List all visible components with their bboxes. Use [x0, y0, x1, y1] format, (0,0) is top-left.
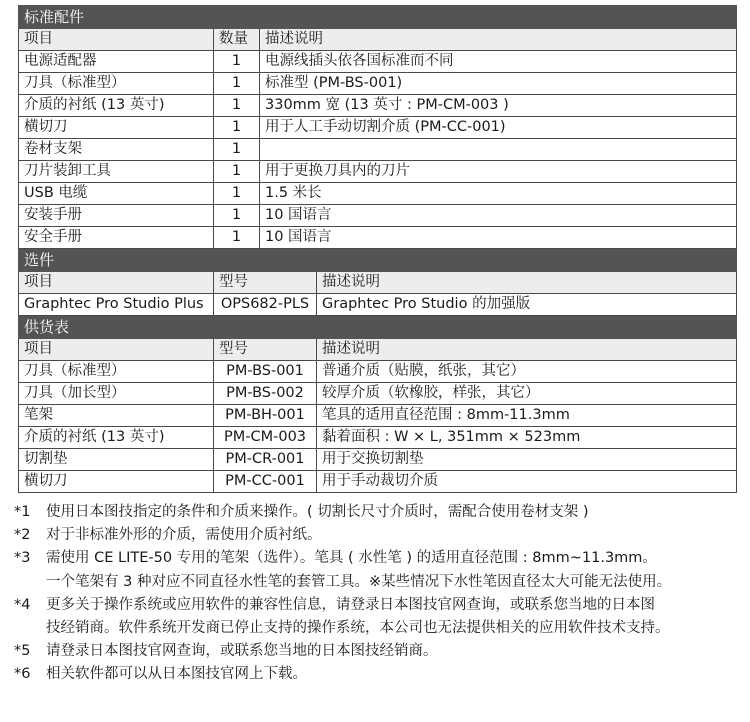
table-cell: 横切刀	[19, 471, 214, 493]
column-header: 型号	[214, 272, 317, 294]
table-cell: 10 国语言	[260, 227, 737, 249]
table-row	[19, 51, 737, 73]
header-row-options	[19, 272, 737, 294]
table-cell: 10 国语言	[260, 205, 737, 227]
table-cell: PM-BH-001	[214, 405, 317, 427]
section-title-supplies	[19, 316, 737, 339]
column-header: 项目	[19, 29, 214, 51]
table-row	[19, 73, 737, 95]
document	[14, 5, 736, 687]
footnote-line	[14, 524, 736, 547]
footnote-text: 需使用 CE LITE-50 专用的笔架（选件）。笔具 ( 水性笔 ) 的适用直径范围 : 8mm~11.3mm。	[46, 550, 657, 567]
footnote-mark: *1	[14, 504, 31, 520]
footnote-mark: *2	[14, 527, 31, 544]
footnote-mark: *3	[14, 550, 31, 567]
column-header: 项目	[19, 272, 214, 294]
section-title-standard	[19, 6, 737, 29]
footnote-text: 请登录日本图技官网查询，或联系您当地的日本图技经销商。	[46, 643, 438, 660]
table-cell: 1	[214, 227, 260, 249]
table-cell: 普通介质（贴膜，纸张，其它）	[317, 361, 737, 383]
table-row	[19, 449, 737, 471]
table-row	[19, 183, 737, 205]
table-cell: 刀具（加长型）	[19, 383, 214, 405]
table-cell: PM-CC-001	[214, 471, 317, 493]
footnote-mark: *4	[14, 596, 31, 613]
footnote-mark: *6	[14, 666, 31, 683]
table-cell: 电源适配器	[19, 51, 214, 73]
footnote-text: 相关软件都可以从日本图技官网上下载。	[46, 666, 307, 683]
table-cell: 笔架	[19, 405, 214, 427]
footnote-line	[14, 547, 736, 570]
table-cell: 电源线插头依各国标准而不同	[260, 51, 737, 73]
table-row	[19, 161, 737, 183]
table-cell: 1.5 米长	[260, 183, 737, 205]
table-cell: 黏着面积 : W × L, 351mm × 523mm	[317, 427, 737, 449]
footnotes	[14, 501, 736, 687]
table-cell: Graphtec Pro Studio 的加强版	[317, 294, 737, 316]
table-cell: USB 电缆	[19, 183, 214, 205]
table-cell: 刀具（标准型）	[19, 361, 214, 383]
header-row-supplies	[19, 339, 737, 361]
column-header: 描述说明	[260, 29, 737, 51]
table-cell: 1	[214, 51, 260, 73]
table-cell: 卷材支架	[19, 139, 214, 161]
table-row	[19, 405, 737, 427]
table-cell: 安装手册	[19, 205, 214, 227]
table-row	[19, 294, 737, 316]
table-row	[19, 227, 737, 249]
footnote-text: 更多关于操作系统或应用软件的兼容性信息，请登录日本图技官网查询，或联系您当地的日本图	[46, 596, 655, 613]
table-cell: 用于手动裁切介质	[317, 471, 737, 493]
column-header: 描述说明	[317, 272, 737, 294]
table-row	[19, 361, 737, 383]
table-cell: 1	[214, 139, 260, 161]
table-row	[19, 205, 737, 227]
table-row	[19, 427, 737, 449]
table-cell: 笔具的适用直径范围 : 8mm-11.3mm	[317, 405, 737, 427]
footnote-line	[14, 640, 736, 663]
footnote-line	[14, 501, 736, 524]
table-cell: 介质的衬纸 (13 英寸)	[19, 427, 214, 449]
table-cell: 用于更换刀具内的刀片	[260, 161, 737, 183]
table-cell: 1	[214, 205, 260, 227]
table-cell: 介质的衬纸 (13 英寸)	[19, 95, 214, 117]
table-cell: 刀具（标准型）	[19, 73, 214, 95]
footnote-mark	[14, 571, 46, 594]
footnote-line	[14, 594, 736, 617]
table-row	[19, 95, 737, 117]
table-row	[19, 139, 737, 161]
footnote-mark	[14, 617, 46, 640]
spec-table	[18, 5, 737, 493]
table-cell: 用于交换切割垫	[317, 449, 737, 471]
table-row	[19, 117, 737, 139]
column-header: 描述说明	[317, 339, 737, 361]
table-cell: OPS682-PLS	[214, 294, 317, 316]
table-cell: 330mm 宽 (13 英寸 : PM-CM-003 )	[260, 95, 737, 117]
table-cell: 1	[214, 95, 260, 117]
table-cell: 1	[214, 117, 260, 139]
table-cell: 1	[214, 161, 260, 183]
table-cell: 安全手册	[19, 227, 214, 249]
table-cell: 横切刀	[19, 117, 214, 139]
table-cell: 标准型 (PM-BS-001)	[260, 73, 737, 95]
column-header: 型号	[214, 339, 317, 361]
footnote-text: 使用日本图技指定的条件和介质来操作。( 切割长尺寸介质时，需配合使用卷材支架 )	[46, 504, 589, 520]
column-header: 数量	[214, 29, 260, 51]
table-cell: PM-BS-001	[214, 361, 317, 383]
table-cell: Graphtec Pro Studio Plus	[19, 294, 214, 316]
section-title-options	[19, 249, 737, 272]
section-title: 供货表	[19, 316, 737, 339]
section-title: 选件	[19, 249, 737, 272]
footnote-text: 对于非标准外形的介质，需使用介质衬纸。	[46, 527, 322, 544]
table-cell	[260, 139, 737, 161]
section-title: 标准配件	[19, 6, 737, 29]
table-cell: PM-CM-003	[214, 427, 317, 449]
column-header: 项目	[19, 339, 214, 361]
table-cell: PM-CR-001	[214, 449, 317, 471]
footnote-line	[18, 617, 736, 640]
table-cell: 切割垫	[19, 449, 214, 471]
footnote-line	[18, 571, 736, 594]
table-cell: 刀片装卸工具	[19, 161, 214, 183]
table-row	[19, 471, 737, 493]
footnote-mark: *5	[14, 643, 31, 660]
table-cell: 用于人工手动切割介质 (PM-CC-001)	[260, 117, 737, 139]
footnote-text: 一个笔架有 3 种对应不同直径水性笔的套管工具。※某些情况下水性笔因直径太大可能无法使用。	[46, 573, 672, 590]
table-row	[19, 383, 737, 405]
footnote-line	[14, 663, 736, 686]
table-cell: 1	[214, 73, 260, 95]
table-cell: PM-BS-002	[214, 383, 317, 405]
header-row-standard	[19, 29, 737, 51]
table-cell: 较厚介质（软橡胶，样张，其它）	[317, 383, 737, 405]
footnote-text: 技经销商。软件系统开发商已停止支持的操作系统，本公司也无法提供相关的应用软件技术支持。	[46, 620, 670, 637]
table-cell: 1	[214, 183, 260, 205]
